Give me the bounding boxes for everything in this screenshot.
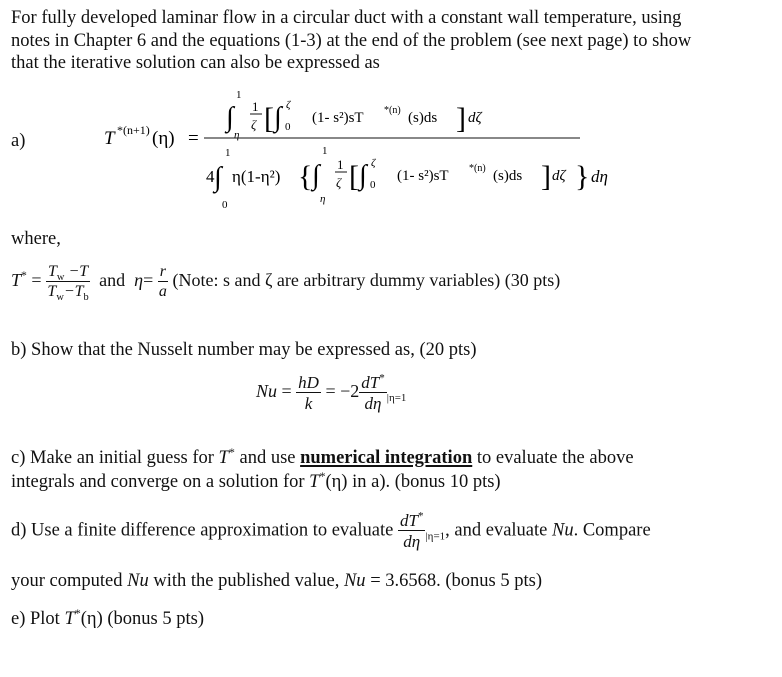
part-a-label: a) <box>11 131 26 151</box>
den-mid-integral: ∫ <box>312 160 320 191</box>
part-c-line-1: c) Make an initial guess for T* and use numerical integration to evaluate the above <box>11 444 634 468</box>
den-integrand-sup: *(n) <box>469 163 486 174</box>
den-brace-open: { <box>298 160 313 193</box>
eval-at-1: |η=1 <box>386 392 407 405</box>
den-inner-lower: 0 <box>370 179 376 191</box>
num-integrand: (1- s²)sT <box>312 110 364 126</box>
num-zeta: ζ <box>251 117 257 132</box>
deta-denominator: dη <box>364 394 382 413</box>
intro-line-2: notes in Chapter 6 and the equations (1-3) at the end of the problem (see next page) to show <box>11 30 692 51</box>
nu-symbol: Nu <box>256 381 278 402</box>
k-denominator: k <box>304 394 313 413</box>
part-b-text: b) Show that the Nusselt number may be expressed as, (20 pts) <box>11 340 477 360</box>
hd-over-k <box>296 374 321 412</box>
num-int-lower: η <box>234 129 240 141</box>
and-word: and <box>99 270 126 291</box>
den-integrand: (1- s²)sT <box>397 168 449 184</box>
num-inner-upper: ζ <box>286 99 291 111</box>
den-eta-lower: 0 <box>222 199 228 211</box>
note-text: (Note: s and ζ are arbitrary dummy variables) (30 pts) <box>172 270 561 291</box>
nu-eq-2: = −2 <box>325 381 360 402</box>
den-deta: dη <box>591 167 608 186</box>
numerical-integration-link[interactable]: numerical integration <box>300 448 473 468</box>
den-bracket-open: [ <box>349 160 359 193</box>
num-int-upper: 1 <box>236 89 242 101</box>
den-integrand-arg: (s)ds <box>493 168 523 184</box>
den-brace-close: } <box>575 160 590 193</box>
num-one: 1 <box>252 99 259 114</box>
dt-deta-fraction <box>359 374 387 412</box>
den-coeff: 4 <box>206 167 215 186</box>
eta-fraction <box>158 264 168 300</box>
tstar-fraction <box>46 263 90 304</box>
num-inner-integral: ∫ <box>274 102 282 133</box>
eta-denominator: a <box>158 283 167 300</box>
hd-numerator: hD <box>298 373 319 392</box>
num-bracket-open: [ <box>264 102 274 135</box>
tstar-sup: * <box>21 269 27 283</box>
nusselt-equation <box>256 374 406 412</box>
intro-line-3: that the iterative solution can also be expressed as <box>11 53 380 73</box>
den-zeta: ζ <box>336 175 342 190</box>
intro-paragraph <box>11 7 771 75</box>
dt-numerator: dT* <box>361 372 385 392</box>
den-eta-upper: 1 <box>225 147 231 159</box>
tstar-definition <box>11 263 561 304</box>
den-mid-upper: 1 <box>322 145 328 157</box>
part-d-line-1: d) Use a finite difference approximation to evaluate $\frac{dT^*}{d\eta}$ $_{|\eta=1}$, and evaluate Nu. Compare <box>11 510 651 551</box>
den-dzeta: dζ <box>552 168 566 184</box>
num-inner-lower: 0 <box>285 121 291 133</box>
num-integrand-sup: *(n) <box>384 105 401 116</box>
part-e-text: e) Plot T*(η) (bonus 5 pts) <box>11 605 204 629</box>
part-c-paragraph <box>11 446 771 494</box>
eta-symbol: η <box>134 270 144 291</box>
lhs-T: T <box>104 128 115 149</box>
num-bracket-close: ] <box>456 102 466 135</box>
tstar-symbol: T <box>11 270 22 291</box>
lhs-arg: (η) <box>152 128 175 149</box>
den-factor: η(1-η²) <box>232 167 281 186</box>
tstar-denominator: $T_w-T_b$ <box>47 283 89 304</box>
nu-eq-1: = <box>281 381 292 402</box>
part-c-line-2: integrals and converge on a solution for T*(η) in a). (bonus 10 pts) <box>11 468 501 492</box>
den-inner-integral: ∫ <box>359 160 367 191</box>
intro-line-1: For fully developed laminar flow in a circular duct with a constant wall temperature, using <box>11 8 682 28</box>
num-integrand-arg: (s)ds <box>408 110 438 126</box>
eta-numerator: r <box>159 263 166 280</box>
tstar-numerator: $T_w -T$ <box>48 263 89 284</box>
den-bracket-close: ] <box>541 160 551 193</box>
den-outer-integral: ∫ <box>214 162 222 193</box>
part-d-line-2: your computed Nu with the published value, Nu = 3.6568. (bonus 5 pts) <box>11 571 542 591</box>
den-one: 1 <box>337 157 344 172</box>
den-inner-upper: ζ <box>371 157 376 169</box>
part-d-derivative: $\frac{dT^*}{d\eta}$ <box>399 510 424 551</box>
lhs-equals: = <box>188 128 199 149</box>
den-mid-lower: η <box>320 193 326 205</box>
tstar-eq: = <box>31 270 42 291</box>
where-label: where, <box>11 229 61 249</box>
lhs-sup: *(n+1) <box>117 123 150 137</box>
num-outer-integral: ∫ <box>226 102 234 133</box>
eta-eq: = <box>143 270 154 291</box>
num-dzeta: dζ <box>468 110 482 126</box>
